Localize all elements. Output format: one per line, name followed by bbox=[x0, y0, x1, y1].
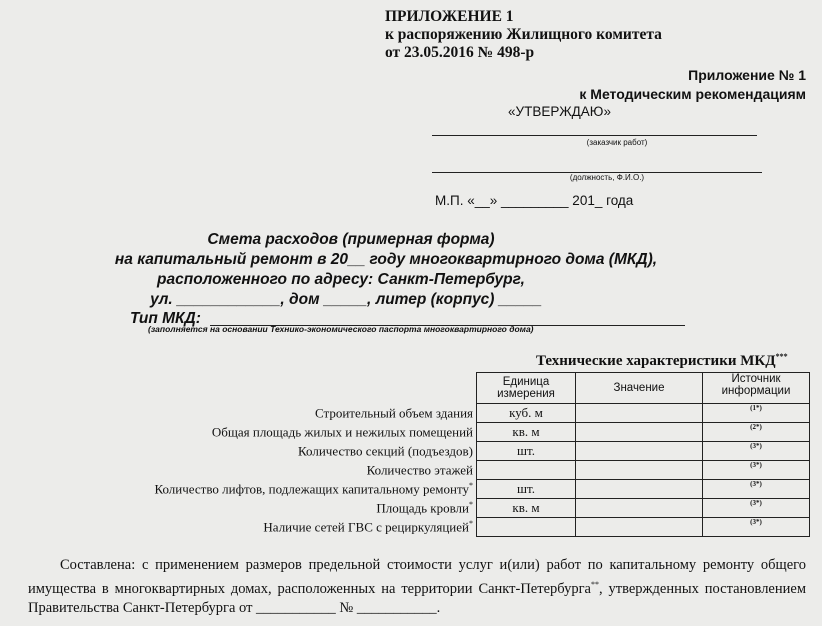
building-type-note: (заполняется на основании Технико-экономического паспорта многоквартирного дома) bbox=[148, 324, 534, 334]
row-value-cell[interactable] bbox=[576, 442, 703, 461]
approve-label: «УТВЕРЖДАЮ» bbox=[508, 104, 611, 119]
row-unit: куб. м bbox=[477, 404, 576, 423]
table-row bbox=[151, 442, 809, 461]
row-value-cell[interactable] bbox=[576, 499, 703, 518]
estimate-title-line1: Смета расходов (примерная форма) bbox=[207, 231, 495, 248]
row-unit: кв. м bbox=[477, 499, 576, 518]
appendix2-title: Приложение № 1 bbox=[688, 67, 806, 83]
row-value-cell[interactable] bbox=[576, 480, 703, 499]
footer-text-part1: Составлена: с применением размеров предельной стоимости услуг и(или) работ по капитальному ремонту общего имущества в многоквартирных домах, расположенных на территории Санкт-Петербурга bbox=[28, 557, 806, 597]
row-source: (2*) bbox=[703, 423, 810, 442]
row-value-cell[interactable] bbox=[576, 423, 703, 442]
appendix2-line2: к Методическим рекомендациям bbox=[579, 86, 806, 102]
table-row bbox=[151, 423, 809, 442]
tech-table-header-row bbox=[151, 373, 809, 404]
position-caption: (должность, Ф.И.О.) bbox=[569, 173, 645, 182]
row-label: Наличие сетей ГВС с рециркуляцией bbox=[263, 519, 469, 535]
appendix1-line2: к распоряжению Жилищного комитета bbox=[385, 26, 662, 43]
table-row bbox=[151, 461, 809, 480]
row-source: (3*) bbox=[703, 518, 810, 537]
row-label: Количество секций (подъездов) bbox=[298, 443, 473, 459]
table-row bbox=[151, 404, 809, 423]
header-source: Источник информации bbox=[703, 373, 810, 404]
appendix2-header bbox=[579, 66, 806, 104]
table-row bbox=[151, 480, 809, 499]
row-value-cell[interactable] bbox=[576, 518, 703, 537]
row-source: (1*) bbox=[703, 404, 810, 423]
row-unit bbox=[477, 518, 576, 537]
footer-text-part2: , утвержденных постановлением Правительства Санкт-Петербурга от ___________ № ___________. bbox=[28, 580, 806, 616]
row-label: Площадь кровли bbox=[376, 500, 469, 516]
tech-table bbox=[151, 372, 810, 537]
customer-line bbox=[432, 135, 757, 136]
row-label: Строительный объем здания bbox=[315, 405, 473, 421]
row-value-cell[interactable] bbox=[576, 404, 703, 423]
row-mark: * bbox=[469, 480, 473, 490]
estimate-title-line3: расположенного по адресу: Санкт-Петербург, bbox=[157, 271, 525, 288]
appendix1-line3: от 23.05.2016 № 498-р bbox=[385, 44, 535, 61]
customer-caption: (заказчик работ) bbox=[586, 138, 648, 147]
row-source: (3*) bbox=[703, 480, 810, 499]
row-unit: шт. bbox=[477, 442, 576, 461]
address-line: ул. ____________, дом _____, литер (корпус) _____ bbox=[150, 291, 542, 308]
row-unit: шт. bbox=[477, 480, 576, 499]
row-source: (3*) bbox=[703, 461, 810, 480]
row-label: Количество этажей bbox=[366, 462, 473, 478]
row-unit: кв. м bbox=[477, 423, 576, 442]
tech-table-caption-text: Технические характеристики МКД bbox=[536, 353, 776, 369]
footer-mark: ** bbox=[590, 580, 599, 589]
header-value: Значение bbox=[576, 373, 703, 404]
estimate-title-line2: на капитальный ремонт в 20__ году многоквартирного дома (МКД), bbox=[114, 251, 658, 268]
row-source: (3*) bbox=[703, 442, 810, 461]
row-label: Количество лифтов, подлежащих капитальному ремонту bbox=[154, 481, 469, 497]
footer-paragraph bbox=[28, 556, 806, 618]
row-unit bbox=[477, 461, 576, 480]
row-value-cell[interactable] bbox=[576, 461, 703, 480]
appendix1-header bbox=[385, 8, 662, 62]
header-unit: Единица измерения bbox=[477, 373, 576, 404]
row-label: Общая площадь жилых и нежилых помещений bbox=[211, 424, 473, 440]
row-mark: * bbox=[469, 518, 473, 528]
building-type-label: Тип МКД: bbox=[130, 310, 201, 327]
tech-table-caption bbox=[536, 352, 788, 370]
seal-date-line: М.П. «__» _________ 201_ года bbox=[435, 193, 634, 208]
row-mark: * bbox=[469, 499, 473, 509]
table-row bbox=[151, 518, 809, 537]
table-row bbox=[151, 499, 809, 518]
appendix1-title: ПРИЛОЖЕНИЕ 1 bbox=[385, 8, 514, 25]
row-source: (3*) bbox=[703, 499, 810, 518]
tech-table-caption-mark: *** bbox=[775, 352, 788, 361]
